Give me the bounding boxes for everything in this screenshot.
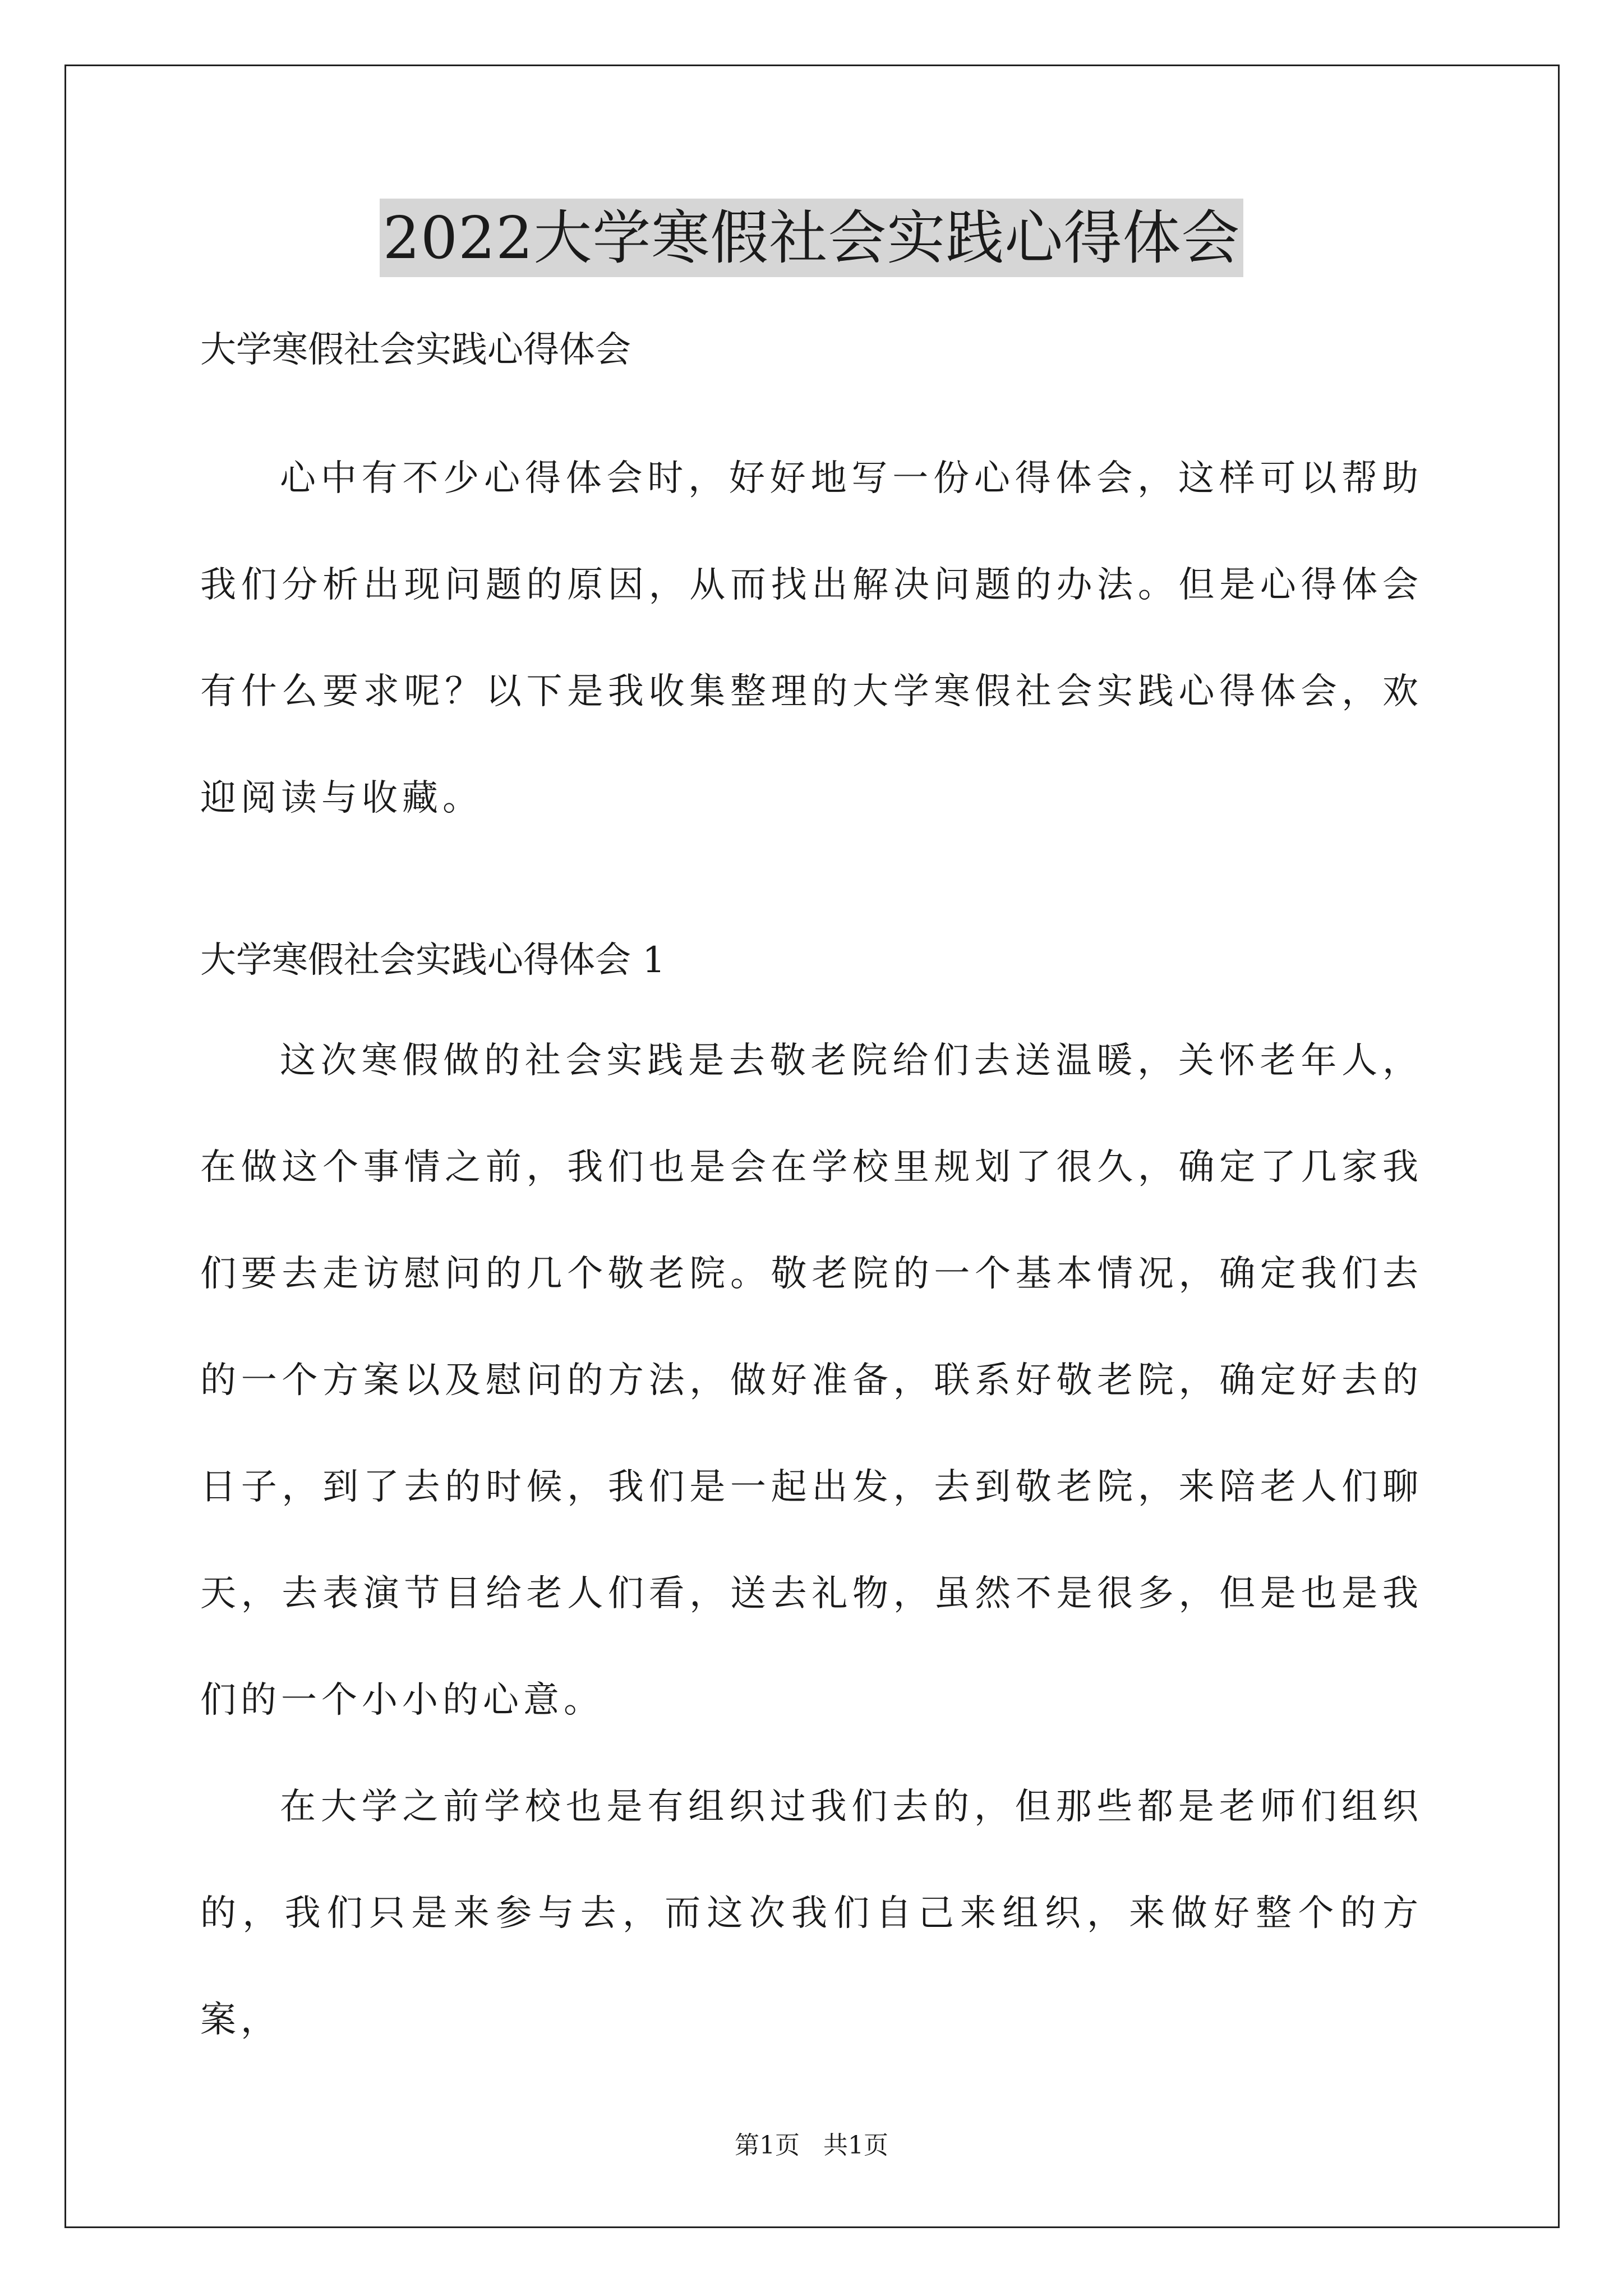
document-subtitle[interactable]: 大学寒假社会实践心得体会 xyxy=(200,329,631,371)
body-paragraph[interactable]: 在大学之前学校也是有组织过我们去的，但那些都是老师们组织的，我们只是来参与去，而这次我们自己来组织，来做好整个的方案， xyxy=(200,1786,1423,2041)
intro-paragraph[interactable]: 心中有不少心得体会时，好好地写一份心得体会，这样可以帮助我们分析出现问题的原因，从而找出解决问题的办法。但是心得体会有什么要求呢？以下是我收集整理的大学寒假社会实践心得体会，欢迎阅读与收藏。 xyxy=(200,458,1423,819)
page-footer: 第1页 共1页 xyxy=(735,2131,888,2160)
spacer xyxy=(200,386,1423,425)
document-title[interactable]: 2022大学寒假社会实践心得体会 xyxy=(380,199,1244,277)
title-container xyxy=(0,199,1623,277)
spacer xyxy=(200,996,1423,1007)
spacer xyxy=(200,852,1423,924)
section-heading[interactable]: 大学寒假社会实践心得体会 1 xyxy=(200,940,666,981)
body-paragraph[interactable]: 这次寒假做的社会实践是去敬老院给们去送温暖，关怀老年人，在做这个事情之前，我们也是会在学校里规划了很久，确定了几家我们要去走访慰问的几个敬老院。敬老院的一个基本情况，确定我们去的一个方案以及慰问的方法，做好准备，联系好敬老院，确定好去的日子，到了去的时候，我们是一起出发，去到敬老院，来陪老人们聊天，去表演节目给老人们看，送去礼物，虽然不是很多，但是也是我们的一个小小的心意。 xyxy=(200,1040,1423,1721)
document-body xyxy=(200,314,1423,2073)
